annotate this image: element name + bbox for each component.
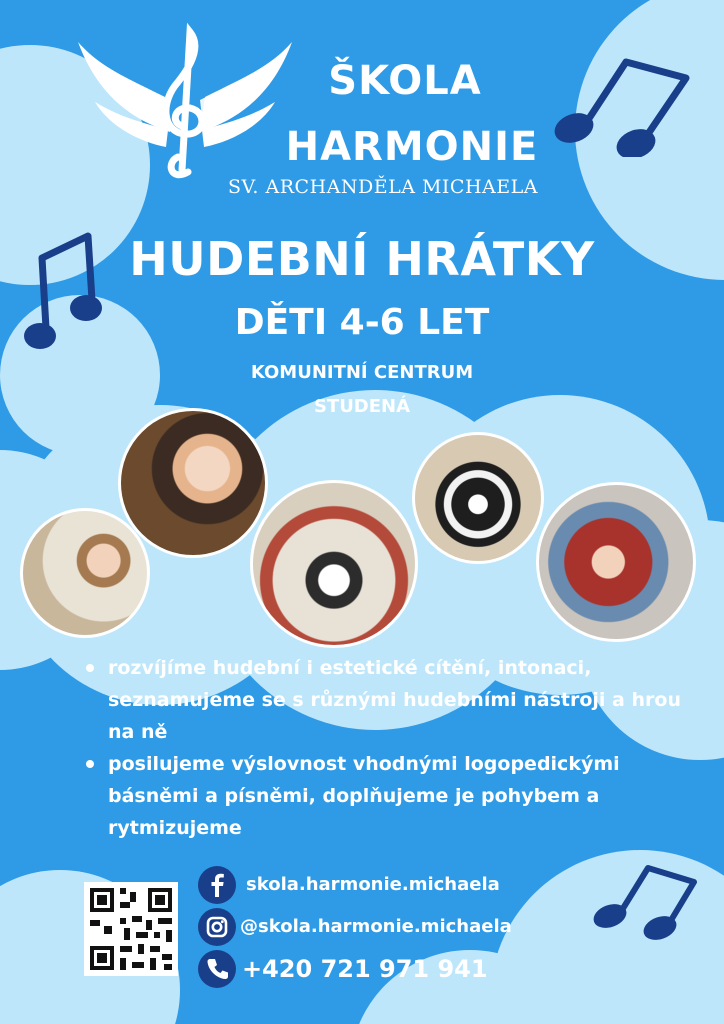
activity-list [84,652,684,844]
phone-icon[interactable] [198,950,236,988]
list-item: rozvíjíme hudební i estetické cítění, intonaci, seznamujeme se s různými hudebními nástroji a hrou na ně [84,652,684,748]
event-age: DĚTI 4-6 LET [234,302,490,343]
school-name-line2: HARMONIE [285,124,539,170]
venue-line1: KOMUNITNÍ CENTRUM [250,362,474,383]
photo-piano-mat [412,432,544,564]
photo-girl-drawing [20,508,150,638]
school-subtitle: SV. ARCHANDĚLA MICHAELA [228,176,538,198]
photo-girl-flute [118,408,268,558]
venue-line2: STUDENÁ [313,396,411,417]
event-title: HUDEBNÍ HRÁTKY [129,232,595,286]
qr-code[interactable] [84,882,178,976]
school-name-line1: ŠKOLA [328,58,482,104]
music-note-icon [590,860,700,940]
phone-number[interactable]: +420 721 971 941 [242,955,488,983]
facebook-handle[interactable]: skola.harmonie.michaela [246,874,500,895]
music-note-icon [548,52,693,157]
instagram-handle[interactable]: @skola.harmonie.michaela [240,916,512,937]
facebook-icon[interactable] [198,866,236,904]
instagram-icon[interactable] [198,908,236,946]
photo-group-floor [250,480,418,648]
qr-code-icon [84,882,178,976]
list-item: posilujeme výslovnost vhodnými logopedickými básněmi a písněmi, doplňujeme je pohybem a rytmizujeme [84,748,684,844]
photo-children-singing [536,482,696,642]
